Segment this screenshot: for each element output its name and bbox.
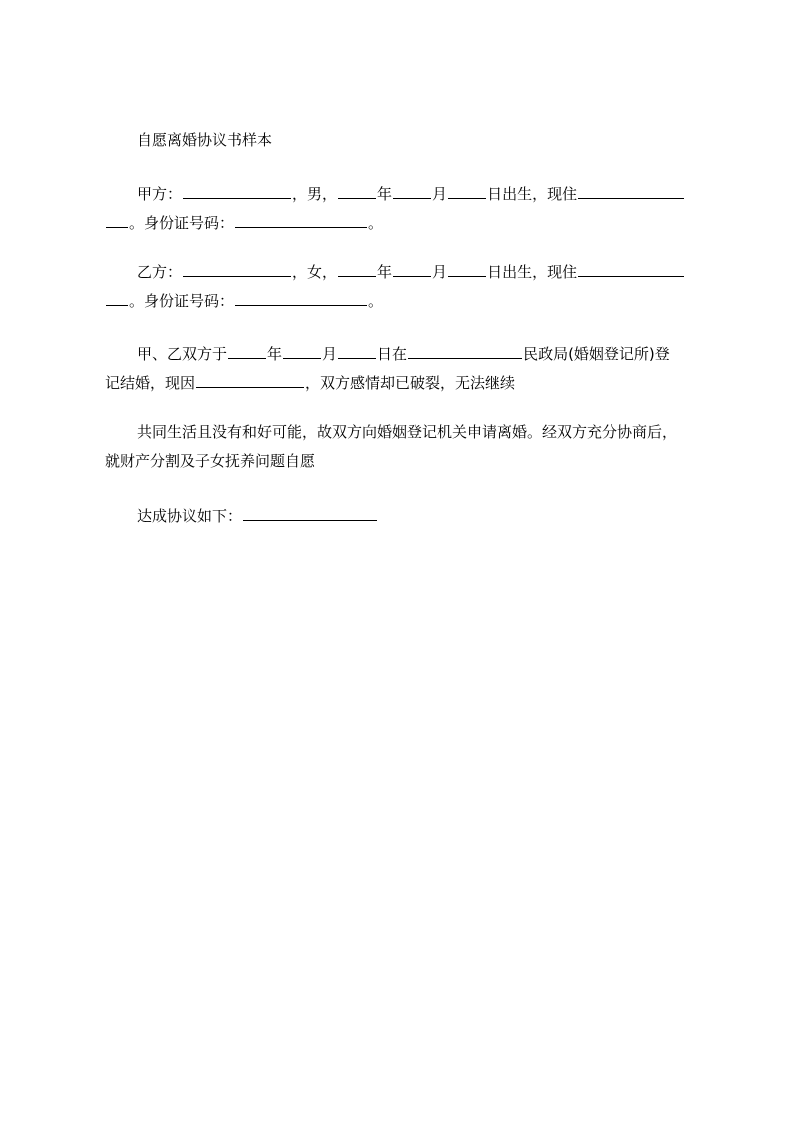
agreement-line bbox=[105, 502, 705, 531]
marriage-office-blank[interactable] bbox=[408, 344, 522, 359]
party-b-gender: ，女， bbox=[292, 263, 338, 281]
agreement-paragraph bbox=[105, 502, 705, 531]
party-b-month-blank[interactable] bbox=[393, 262, 431, 277]
marriage-year-label: 年 bbox=[267, 345, 283, 363]
marriage-line-1 bbox=[105, 340, 705, 369]
party-b-address-blank[interactable] bbox=[578, 262, 684, 277]
party-a-year-label: 年 bbox=[377, 185, 393, 203]
party-a-line-2 bbox=[105, 209, 705, 238]
document-title bbox=[105, 126, 737, 155]
divorce-line-1: 共同生活且没有和好可能，故双方向婚姻登记机关申请离婚。经双方充分协商后， bbox=[137, 423, 678, 441]
party-b-end: 。 bbox=[368, 292, 384, 310]
party-a-month-blank[interactable] bbox=[393, 184, 431, 199]
party-a-id-blank[interactable] bbox=[235, 213, 367, 228]
marriage-registered: 记结婚，现因 bbox=[105, 374, 196, 392]
party-b-line-1 bbox=[105, 258, 705, 287]
party-a-address-blank-cont[interactable] bbox=[106, 213, 128, 228]
party-b-paragraph bbox=[105, 258, 705, 316]
title-text: 自愿离婚协议书样本 bbox=[137, 131, 273, 149]
party-b-year-label: 年 bbox=[377, 263, 393, 281]
party-a-gender: ，男， bbox=[292, 185, 338, 203]
marriage-reason-tail: ，双方感情却已破裂，无法继续 bbox=[305, 374, 516, 392]
agreement-label: 达成协议如下： bbox=[137, 507, 243, 525]
party-a-id-label: 。身份证号码： bbox=[129, 214, 235, 232]
party-b-id-blank[interactable] bbox=[235, 291, 367, 306]
party-a-name-blank[interactable] bbox=[183, 184, 291, 199]
marriage-reason-blank[interactable] bbox=[196, 373, 304, 388]
marriage-office-text: 民政局(婚姻登记所)登 bbox=[523, 345, 670, 363]
party-b-id-label: 。身份证号码： bbox=[129, 292, 235, 310]
party-a-day-blank[interactable] bbox=[448, 184, 486, 199]
party-b-line-2 bbox=[105, 287, 705, 316]
party-a-paragraph bbox=[105, 180, 705, 238]
marriage-paragraph bbox=[105, 340, 705, 398]
marriage-intro: 甲、乙双方于 bbox=[137, 345, 228, 363]
party-a-address-blank[interactable] bbox=[578, 184, 684, 199]
divorce-paragraph bbox=[105, 418, 705, 476]
party-b-month-label: 月 bbox=[432, 263, 448, 281]
party-b-address-blank-cont[interactable] bbox=[106, 291, 128, 306]
party-a-line-1 bbox=[105, 180, 705, 209]
divorce-line-2: 就财产分割及子女抚养问题自愿 bbox=[105, 452, 316, 470]
marriage-day-at: 日在 bbox=[377, 345, 408, 363]
marriage-year-blank[interactable] bbox=[228, 344, 266, 359]
marriage-month-label: 月 bbox=[322, 345, 338, 363]
party-a-birth-text: 日出生，现住 bbox=[487, 185, 578, 203]
party-a-year-blank[interactable] bbox=[338, 184, 376, 199]
marriage-day-blank[interactable] bbox=[338, 344, 376, 359]
party-a-end: 。 bbox=[368, 214, 384, 232]
marriage-month-blank[interactable] bbox=[283, 344, 321, 359]
party-b-label: 乙方： bbox=[137, 263, 183, 281]
party-a-label: 甲方： bbox=[137, 185, 183, 203]
party-b-day-blank[interactable] bbox=[448, 262, 486, 277]
party-a-month-label: 月 bbox=[432, 185, 448, 203]
party-b-year-blank[interactable] bbox=[338, 262, 376, 277]
party-b-birth-text: 日出生，现住 bbox=[487, 263, 578, 281]
agreement-blank[interactable] bbox=[243, 506, 377, 521]
marriage-line-2 bbox=[105, 369, 705, 398]
party-b-name-blank[interactable] bbox=[183, 262, 291, 277]
